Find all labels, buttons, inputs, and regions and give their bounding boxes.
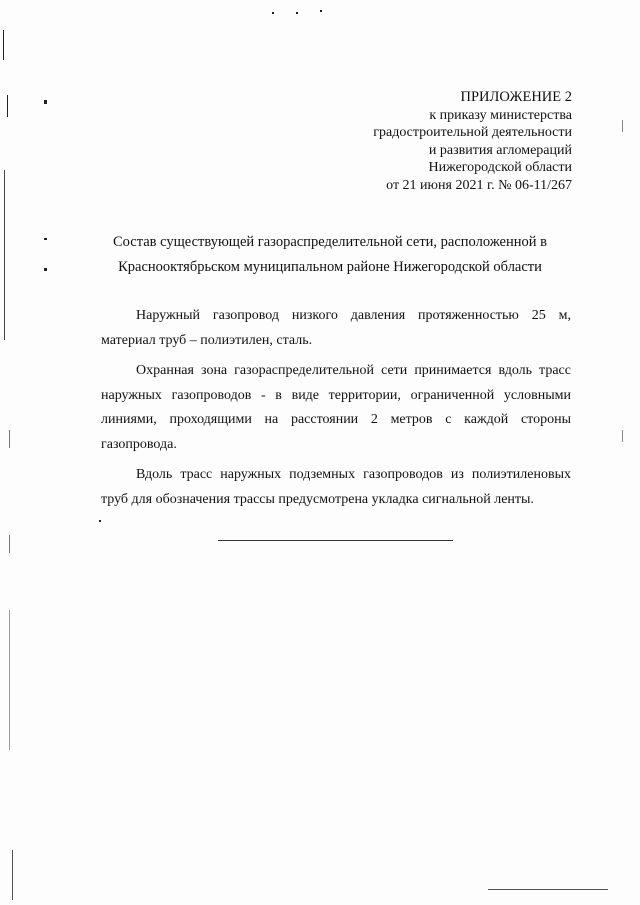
appendix-order-ref: к приказу министерства [429,107,572,123]
document-body [101,304,571,518]
scan-artifact [622,430,623,442]
paragraph-line: труб для обозначения трассы предусмотрена укладка сигнальной ленты. [101,491,534,507]
paragraph-line: материал труб – полиэтилен, сталь. [101,332,313,348]
appendix-header [373,89,572,194]
document-title [90,230,570,280]
document-title-line-1: Состав существующей газораспределительной сети, расположенной в [113,234,547,250]
scan-artifact [44,100,47,104]
scan-artifact [44,238,47,240]
scan-artifact [9,430,10,448]
scan-artifact [9,535,10,553]
paragraph-signal-tape [101,463,571,512]
scan-artifact [488,889,608,890]
scan-artifact [99,520,101,522]
paragraph-line: Наружный газопровод низкого давления протяженностью 25 м, [136,308,571,323]
scan-artifact [296,12,298,14]
appendix-order-date-number: от 21 июня 2021 г. № 06-11/267 [386,177,572,193]
appendix-region: Нижегородской области [428,160,572,175]
scan-artifact [44,268,47,271]
appendix-ministry-line-2: и развития агломераций [428,142,572,158]
paragraph-line: наружных газопроводов - в виде территории, ограниченной условными [101,387,571,403]
appendix-number: ПРИЛОЖЕНИЕ 2 [460,89,572,105]
paragraph-line: Вдоль трасс наружных подземных газопроводов из полиэтиленовых [136,467,571,482]
scan-artifact [320,10,322,12]
scan-artifact [272,12,274,14]
paragraph-pipeline [101,304,571,353]
scan-artifact [622,120,623,132]
paragraph-line: газопровода. [101,436,177,452]
scan-artifact [7,95,8,117]
paragraph-line: Охранная зона газораспределительной сети принимается вдоль трасс [136,363,571,378]
scan-artifact [3,30,4,60]
scan-artifact [4,170,5,340]
document-title-line-2: Краснооктябрьском муниципальном районе Нижегородской области [118,259,542,275]
appendix-ministry-line-1: градостроительной деятельности [373,125,572,140]
paragraph-line: линиями, проходящими на расстоянии 2 метров с каждой стороны [101,412,571,427]
paragraph-protection-zone [101,359,571,457]
end-divider-line [218,540,453,541]
scan-artifact [9,610,10,750]
scan-artifact [12,850,13,900]
